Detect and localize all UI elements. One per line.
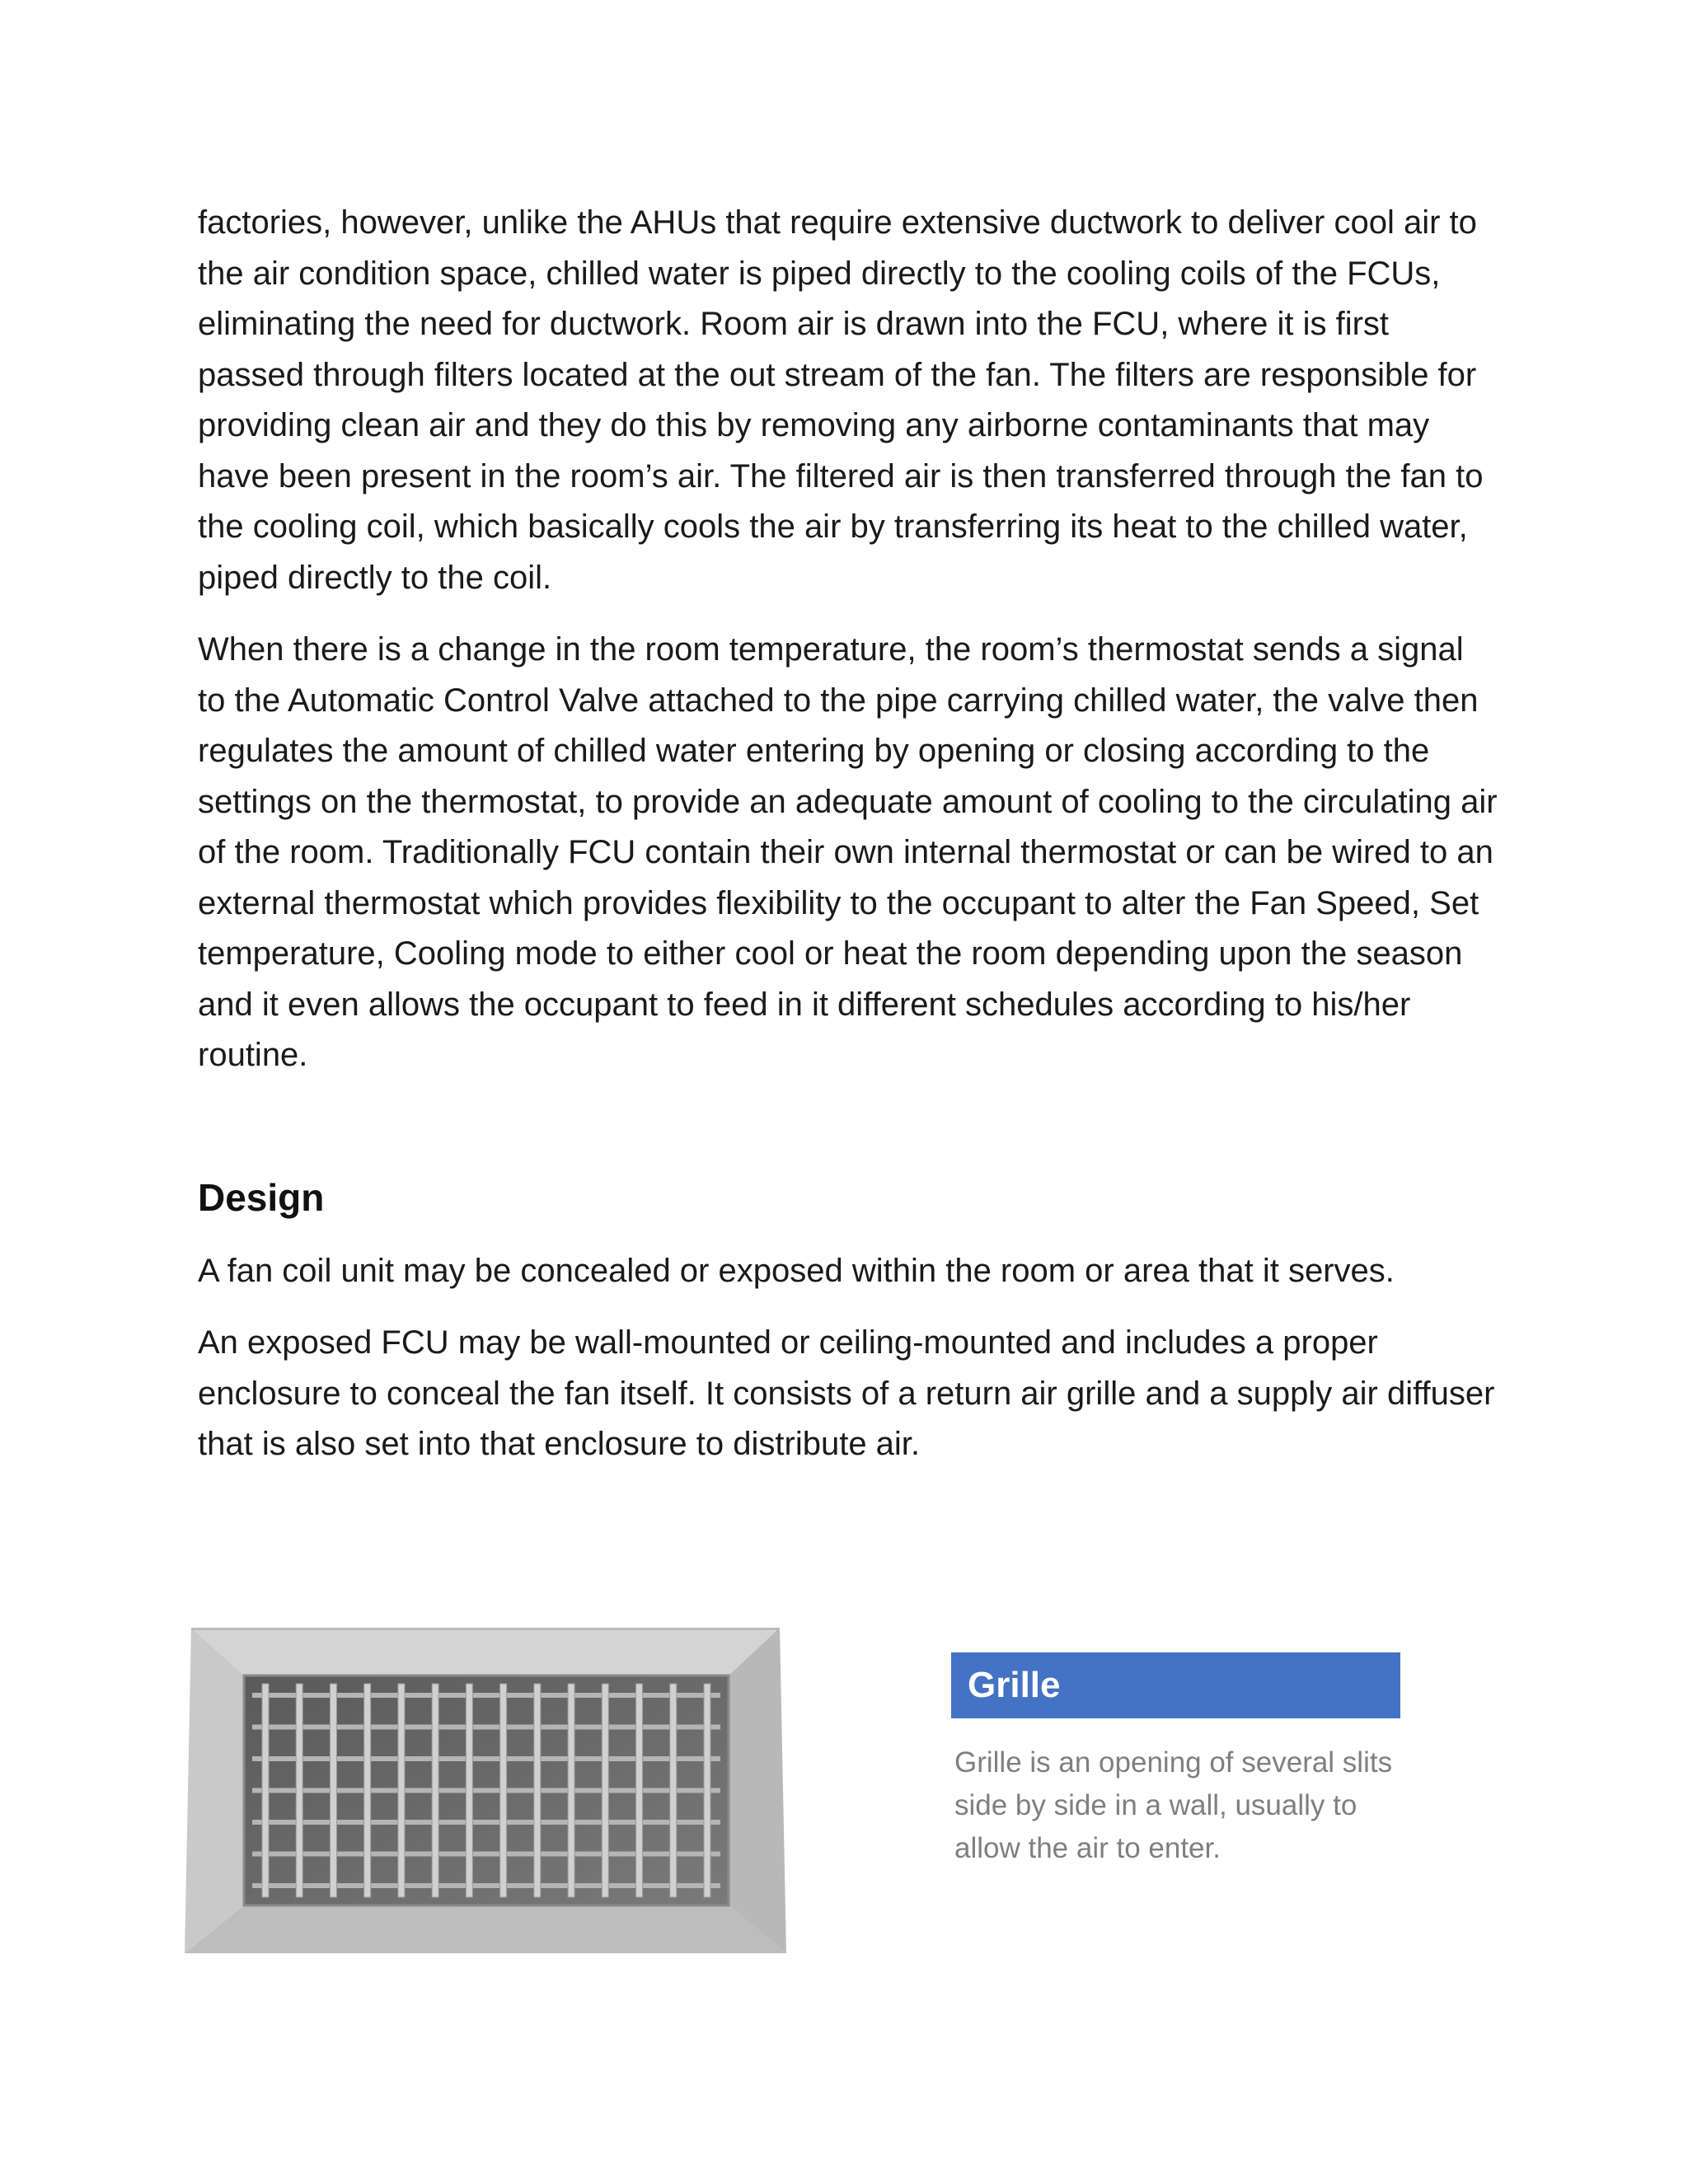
grille-callout bbox=[951, 1652, 1400, 1870]
section-heading-design: Design bbox=[198, 1175, 325, 1219]
callout-title: Grille bbox=[951, 1652, 1400, 1718]
design-paragraph-1: A fan coil unit may be concealed or exposed within the room or area that it serves. bbox=[198, 1252, 1395, 1289]
air-grille-photo bbox=[185, 1628, 786, 1953]
body-paragraph-1: factories, however, unlike the AHUs that require extensive ductwork to deliver cool air to the air condition space, chilled water is piped directly to the cooling coils of the FCUs, eliminating the need for ductwork. Room air is drawn into the FCU, where it is first passed through filters located at the out stream of the fan. The filters are responsible for providing clean air and they do this by removing any airborne contaminants that may have been present in the room’s air. The filtered air is then transferred through the fan to the cooling coil, which basically cools the air by transferring its heat to the chilled water, piped directly to the coil. bbox=[198, 204, 1484, 596]
body-paragraph-2: When there is a change in the room temperature, the room’s thermostat sends a signal to the Automatic Control Valve attached to the pipe carrying chilled water, the valve then regulates the amount of chilled water entering by opening or closing according to the settings on the thermostat, to provide an adequate amount of cooling to the circulating air of the room. Traditionally FCU contain their own internal thermostat or can be wired to an external thermostat which provides flexibility to the occupant to alter the Fan Speed, Set temperature, Cooling mode to either cool or heat the room depending upon the season and it even allows the occupant to feed in it different schedules according to his/her routine. bbox=[198, 631, 1498, 1073]
callout-text: Grille is an opening of several slits side by side in a wall, usually to allow the air to enter. bbox=[954, 1746, 1393, 1864]
figure-row bbox=[185, 1628, 1503, 1957]
document-page bbox=[198, 198, 1500, 1492]
design-paragraph-2: An exposed FCU may be wall-mounted or ceiling-mounted and includes a proper enclosure to conceal the fan itself. It consists of a return air grille and a supply air diffuser that is also set into that enclosure to distribute air. bbox=[198, 1324, 1495, 1462]
